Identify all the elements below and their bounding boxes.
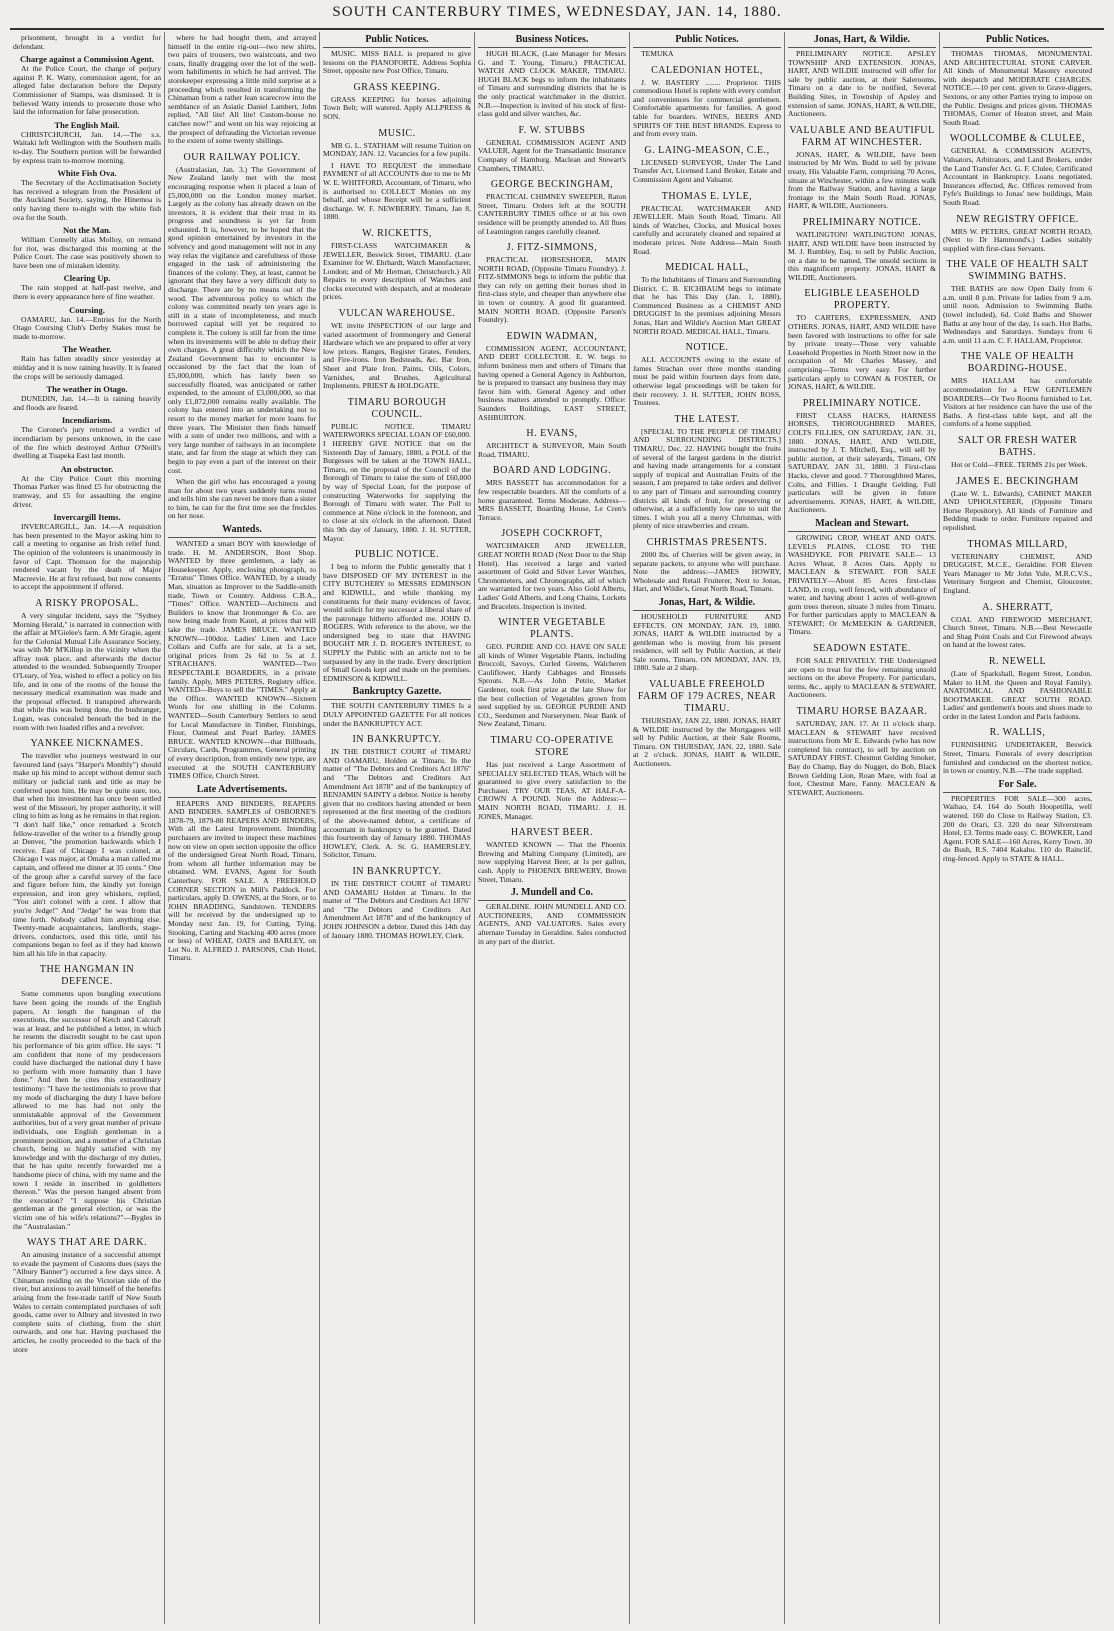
column-2 <box>165 32 320 1624</box>
article-heading: WOOLLCOMBE & CLULEE, <box>949 133 1086 145</box>
article <box>13 598 161 732</box>
article-body: OAMARU, Jan. 14.—Entries for the North Otago Coursing Club's Derby Stakes must be made to-morrow. <box>13 314 161 341</box>
article <box>478 125 626 173</box>
article-body: GRASS KEEPING for horses adjoining Town Belt; will watered. Apply ALLPRESS & SON. <box>323 94 471 121</box>
article <box>478 827 626 884</box>
article-body: [SPECIAL TO THE PEOPLE OF TIMARU AND SURROUNDING DISTRICTS.] TIMARU, Dec. 22. HAVING bought the fruits of several of the largest gardens in the district and having made arrangements for a constant supply of tropical and Australian Fruits of the season, I am prepared to take orders and deliver to any part of Timaru and surrounding country districts all kinds of fruit, for preserving or otherwise, at a sufficiently low rate to suit the times. I wish you all a merry Christmas, with plenty of nice strawberries and cream. <box>633 426 781 531</box>
article-body: (Late W. L. Edwards), CABINET MAKER AND UPHOLSTERER, (Opposite Timaru Horse Repository). All kinds of Furniture and Bedding made to order. Furniture repaired and repolished. <box>943 488 1092 532</box>
article-body: 2000 lbs. of Cherries will be given away, in separate packets, to anyone who will purchase. Note the address:—JAMES HOWRY, Wholesale and Retail Fruiterer, Next to Jonas, Hart, and Wildie's, Great North Road, Timaru. <box>633 549 781 594</box>
article-body: TEMUKA <box>641 49 674 58</box>
article-heading: OUR RAILWAY POLICY. <box>183 151 301 163</box>
article <box>13 464 161 509</box>
article-body: GEO. PURDIE AND CO. HAVE ON SALE all kinds of Winter Vegetable Plants, including Broccoli, Savoys, Curled Greens, Walcheren Cauliflower, Hardy Cabbages and Brussels Sprouts. N.B.—As John Petrie, Market Gardener, took first prize at the late Show for the best collection of Vegetables grown from seed supplied by us. GEORGE PURDIE AND CO., Seedsmen and Nurserymen. Near Bank of New Zealand, Timaru. <box>478 642 626 729</box>
article-body: COAL AND FIREWOOD MERCHANT, Church Street, Timaru. N.B.—Best Newcastle and Shag Point Coals and Cut Firewood always on hand at the lowest rates. <box>943 614 1092 650</box>
article <box>323 686 471 728</box>
article <box>633 597 781 673</box>
article-body: A very singular incident, says the "Sydney Morning Herald," is narrated in connection with the affair at M'Gielee's farm. A Mr Gragie, agent for the Colonial Mutual Life Assurance Society, was with Mr M'Killop in the vicinity when the affray took place, and afterwards the doctor attended to the wounded. Subsequently Trooper O'Leary, of Yea, wished to effect a policy on his life, and in one of the rooms of the house the necessary medical examination was made and the proposal effected. It transpired afterwards that while this was being done, the bushranger, Logan, was concealed beneath the bed in the room with two loaded rifles and a revolver. <box>13 610 161 732</box>
article-body: FIRST CLASS HACKS, HARNESS HORSES, THOROUGHBRED MARES, COLTS FILLIES, ON SATURDAY, JAN. 31, 1880. JONAS, HART, AND WILDIE, instructed by J. T. Mitchell, Esq., will sell by public auction, at their saleyards, Timaru, ON SATURDAY, JAN 31, 1880. 3 First-class Hacks, clever and good. 7 Thoroughbred Mares, Colts, and Fillies. 1 Draught Gelding. Full particulars will be given in future advertisements. JONAS, HART, & WILDIE, Auctioneers. <box>788 410 936 515</box>
article-body: MR G. L. STATHAM will resume Tuition on MONDAY, JAN. 12. Vacancies for a few pupils. <box>323 140 471 159</box>
article-body: THOMAS THOMAS, MONUMENTAL AND ARCHITECTURAL STONE CARVER. All kinds of Monumental Masonry executed with despatch and MODERATE CHARGES. NOTICE.—10 per cent. given to Grave-diggers, Sextons, or any other Parties trying to impose on the Public. Designs and prices given. THOMAS THOMAS, Corner of Heaton street, and Main South Road. <box>943 49 1092 127</box>
article-heading: THE VALE OF HEALTH BOARDING-HOUSE. <box>961 351 1074 375</box>
article-body: HOUSEHOLD FURNITURE AND EFFECTS. ON MONDAY, JAN. 19, 1880. JONAS, HART & WILDIE instructed by a gentleman who is moving from his present residence, will sell by Public Auction, at their Sale rooms, Timaru. ON MONDAY, JAN. 19, 1880. Sale at 2 sharp. <box>633 611 781 673</box>
article-heading: YANKEE NICKNAMES. <box>30 738 144 750</box>
article <box>13 384 161 412</box>
article-heading: R. WALLIS, <box>989 727 1046 739</box>
article-heading: TIMARU HORSE BAZAAR. <box>796 706 928 718</box>
article-heading: G. LAING-MEASON, C.E., <box>644 144 770 156</box>
article-heading: CHRISTMAS PRESENTS. <box>646 536 768 548</box>
article-heading: TIMARU BOROUGH COUNCIL. <box>347 396 447 420</box>
article-heading: NEW REGISTRY OFFICE. <box>956 213 1079 225</box>
article <box>633 145 781 185</box>
article-body: GROWING CROP, WHEAT AND OATS. LEVELS PLAINS, CLOSE TO THE WASHDYKE. FOR PRIVATE SALE— 13 Acres Wheat, 8 Acres Oats. Apply to MACLEAN & STEWART. FOR SALE PRIVATELY—About 85 Acres first-class LAND, in crop, well fenced, with abundance of water, and having about 1 acres of well-grown gum trees thereon, situate 3 miles from Timaru. For further particulars apply to MACLEAN & STEWART; Or McMEEKIN & GARDNER, Timaru. <box>788 532 936 637</box>
article-heading: IN BANKRUPTCY. <box>352 865 442 877</box>
article-heading: PRELIMINARY NOTICE. <box>802 397 922 409</box>
article <box>13 120 161 165</box>
article <box>13 738 161 958</box>
article-body: GERALDINE. JOHN MUNDELL AND CO. AUCTIONEERS, AND COMMISSION AGENTS, AND VALUATORS. Sales every alternate Tuesday in Geraldine. Sales conducted in any part of the district. <box>478 902 626 946</box>
article-heading: J. Mundell and Co. <box>478 887 626 901</box>
article-heading: J. FITZ-SIMMONS, <box>506 242 598 254</box>
article <box>943 351 1092 429</box>
article-body: LICENSED SURVEYOR, Under The Land Transfer Act, Licensed Land Broker, Estate and Commission Agent and Valuator. <box>633 157 781 184</box>
article-heading: WAYS THAT ARE DARK. <box>27 1237 147 1249</box>
column-3 <box>320 32 475 1624</box>
article <box>478 242 626 325</box>
article-body: Rain has fallen steadily since yesterday at midday and it is now raining heavily. It is feared the crops will be seriously damaged. <box>13 354 161 381</box>
article-heading: Incendiarism. <box>61 415 113 426</box>
article-body: WANTED KNOWN — That the Phoenix Brewing and Malting Company (Limited), are now supplying Harvest Beer, at 1s per gallon, cash. Apply to PHOENIX BREWERY, Brown Street, Timaru. <box>478 840 626 884</box>
article-body: MUSIC. MISS BALL is prepared to give lessons on the PIANOFORTE. Address Sophia Street, opposite new Post Office, Timaru. <box>323 49 471 76</box>
article <box>13 415 161 460</box>
article <box>168 34 316 146</box>
article <box>13 34 161 51</box>
article <box>168 524 316 781</box>
article-heading: TIMARU CO-OPERATIVE STORE <box>490 735 614 759</box>
article <box>788 34 936 119</box>
article-heading: PUBLIC NOTICE. <box>354 549 440 561</box>
article <box>13 1237 161 1354</box>
article-body: I beg to inform the Public generally that I have DISPOSED OF MY INTEREST in the CITY BUTCHERY to MESSRS EDMINSON and KIDWILL, and while thanking my constituents for their many evidences of favor, would solicit for my successor a liberal share of the patronage hitherto afforded me. JOHN D. ROGERS. With reference to the above, we the undersigned beg to state that HAVING BOUGHT MR J. D. ROGER'S INTEREST, to SUPPLY the Public with an article not to be surpassed by any in the trade. Every description of Small Goods kept and made on the premises. EDMINSON & KIDWILL. <box>323 562 471 683</box>
column-4 <box>475 32 630 1624</box>
article-body: DUNEDIN, Jan. 14.—It is raining heavily and floods are feared. <box>13 394 161 412</box>
article-body: To the Inhabitants of Timaru and Surrounding District. C. B. EICHBAUM begs to intimate that he has This Day (Jan. 1, 1880), Commenced Business as a CHEMIST AND DRUGGIST In the premises adjoining Messrs Jonas, Hart and Wildie's Auction Mart GREAT NORTH ROAD. MEDICAL HALL, Timaru. <box>633 275 781 336</box>
article-body: FOR SALE PRIVATELY. THE Undersigned are open to treat for the few remaining unsold sections on the above Property. For particulars, terms, &c., apply to MACLEAN & STEWART, Auctioneers. <box>788 656 936 700</box>
article <box>943 259 1092 345</box>
article-heading: EDWIN WADMAN, <box>506 330 598 342</box>
article-body: COMMISSION AGENT, ACCOUNTANT, AND DEBT COLLECTOR. E. W. begs to inform business men and others of Timaru that having opened a General Agency in Ashburton, he is prepared to transact any business they may favor him with. General Agency and other business matters attended to promptly. Office: Saunders Buildings, EAST STREET, ASHBURTON. <box>478 343 626 422</box>
article-body: VETERINARY CHEMIST, AND DRUGGIST, M.C.E., Geraldine. FOR Eleven Years Manager to Mr John Yule, M.R.C.V.S., Veterinary Surgeon and Chemist, Gloucester, England. <box>943 551 1092 595</box>
article-heading: An obstructor. <box>60 463 114 474</box>
article-body: GENERAL COMMISSION AGENT AND VALUER, Agent for the Transatlantic Insurance Company of Hamburg. Maclean and Stewart's Chambers, TIMARU. <box>478 137 626 173</box>
article <box>478 179 626 236</box>
article-body: IN THE DISTRICT COURT of TIMARU AND OAMARU, Holden at Timaru. In the matter of "The Debtors and Creditors Act 1876" and "The Debtors and Creditors Act Amendment Act 1878" and of the bankruptcy of BENJAMIN SAINTY a debtor. Notice is hereby given that no creditors having attended or been represented at the first meeting of the creditors of the above-named debtor, a certificate of accountant in bankruptcy to be granted. Dated this fourteenth day of January 1880. THOMAS HOWLEY, Clerk. A. St. G. HAMERSLEY, Solicitor, Timaru. <box>323 747 471 860</box>
article <box>323 308 471 391</box>
article <box>323 162 471 222</box>
article <box>788 518 936 637</box>
article-body: MRS W. PETERS, GREAT NORTH ROAD, (Next to Dr Hammond's.) Ladies suitably supplied with first-class Servants. <box>943 226 1092 253</box>
article-heading: Coursing. <box>69 304 105 315</box>
article-heading: THE LATEST. <box>674 413 740 425</box>
article-heading: WINTER VEGETABLE PLANTS. <box>498 617 606 641</box>
article-heading: MUSIC. <box>378 127 416 139</box>
article-heading: SEADOWN ESTATE. <box>813 643 911 655</box>
article-heading: Not the Man. <box>63 225 111 236</box>
article <box>788 288 936 391</box>
article-heading: CALEDONIAN HOTEL, <box>651 64 763 76</box>
article-heading: THOMAS MILLARD, <box>967 538 1068 550</box>
article-body: IN THE DISTRICT COURT of TIMARU AND OAMARU Holden at Timaru. In the matter of "The Debtors and Creditors Act 1876" and "The Debtors and Creditors Act Amendment Act 1878" and of the bankruptcy of JOHN JOHNSON a debtor. Dated this 14th day of January 1880. THOMAS HOWLEY, Clerk. <box>323 878 471 940</box>
article <box>323 866 471 940</box>
article <box>13 54 161 117</box>
article-heading: Public Notices. <box>943 34 1092 48</box>
article-heading: Bankruptcy Gazette. <box>323 686 471 700</box>
article-heading: VALUABLE FREEHOLD FARM OF 179 ACRES, NEAR TIMARU. <box>637 679 777 715</box>
article <box>788 643 936 700</box>
article-body: Has just received a Large Assortment of SPECIALLY SELECTED TEAS, Which will be guaranteed to give every satisfaction to the Purchaser. TRY OUR TEAS, AT HALF-A-CROWN A POUND. Note the Address:—MAIN NORTH ROAD, TIMARU. J. H. JONES, Manager. <box>478 760 626 821</box>
article-heading: VULCAN WAREHOUSE. <box>338 308 456 320</box>
article <box>633 342 781 408</box>
article <box>943 476 1092 533</box>
article <box>323 397 471 543</box>
article-body: PRELIMINARY NOTICE. APSLEY TOWNSHIP AND EXTENSION. JONAS, HART, AND WILDIE instructed will offer for sale by public auction, at their Salerooms, Timaru on a date to be notified, Several Building Sites, in Township of Apsley and extension of same. JONAS, HART, & WILDIE, Auctioneers. <box>788 49 936 119</box>
article-heading: The weather in Otago. <box>46 384 128 395</box>
article-body: At the City Police Court this morning Thomas Parker was fined £5 for obstructing the tramway, and £5 for assaulting the engine driver. <box>13 473 161 509</box>
article <box>168 784 316 963</box>
article <box>478 465 626 522</box>
article <box>633 537 781 594</box>
column-6 <box>785 32 940 1624</box>
article <box>633 679 781 769</box>
article <box>478 34 626 119</box>
article-heading: ELIGIBLE LEASEHOLD PROPERTY. <box>804 288 920 312</box>
article-body: (Australasian, Jan. 3.) The Government of New Zealand lately met with the most encouraging response when it placed a loan of £5,000,000 on the London money market. Largely as the colony has already drawn on the investors, it is evident that their trust in its progress and soundness is yet far from exhausted. It is, however, to be hoped that the good opinion entertained by investors in the solvency and good management will not in any way relax the vigilance and carefulness of those engaged in the task of administering the finances of the colony. They, at least, cannot be ignorant that they have a very difficult duty to discharge. There are by no means out of the wood. The adventurous policy to which the colony was committed nearly ten years ago is still in a state of incompleteness, and much borrowed capital will yet be required to complete it. The colony is still far from the time when its investments will be able to defray their own charges. A great difficulty which the New Zealand Government has to encounter is occasioned by the fact that the loan of £5,000,000, which has lately been so successfully floated, was anticipated or rather expended, to the amount of £3,000,000, so that only £1,872,000 remains really available. The colony has entered into an undertaking not to resort to the money market for more loans for three years. The Minister then finds himself with a sum of under two millions, and with a very large number of railways in an incomplete state, and far from the stage at which they can begin to pay even a part of the interest on their cost. <box>168 164 316 475</box>
article-body: PRACTICAL WATCHMAKER AND JEWELLER. Main South Road, Timaru. All kinds of Watches, Clocks, and Musical boxes carefully and accurately cleaned and repaired at moderate prices. Note Address—Main South Road. <box>633 203 781 256</box>
article <box>478 735 626 821</box>
article <box>478 528 626 611</box>
article-body: At the Police Court, the charge of perjury against P. K. Watty, commission agent, for an alleged false declaration before the Deputy Commissioner of Stamps, was dismissed. It is believed Watty intends to prosecute those who laid the information for false prosecution. <box>13 64 161 117</box>
article-body: JONAS, HART, & WILDIE, have been instructed by Mr Wm. Budd to sell by private treaty, His Valuable Farm, comprising 70 Acres, situate at Winchester, within a few minutes walk from the Railway Station, and having a large frontage to the Main South Road. JONAS, HART, & WILDIE, Auctioneers. <box>788 149 936 211</box>
article-body: INVERCARGILL, Jan. 14.—A requisition has been presented to the Mayor asking him to call a meeting to organise an Irish relief fund. The opinion of the volunteers is unanimously in favor of Capt. Thomson for the majorship rendered vacant by the death of Major Macreevie. He at first refused, but now consents to accept the appointment if offered. <box>13 522 161 592</box>
article-heading: PRELIMINARY NOTICE. <box>802 216 922 228</box>
article-body: Hot or Cold—FREE. TERMS 21s per Week. <box>951 460 1088 469</box>
article <box>633 34 781 59</box>
article <box>168 478 316 521</box>
article <box>788 125 936 211</box>
article-body: HUGH BLACK, (Late Manager for Messrs G. and T. Young, Timaru.) PRACTICAL WATCH AND CLOCK MAKER, TIMARU. HUGH BLACK begs to inform the inhabitants of Timaru and surrounding districts that he is the only practical watchmaker in the district. N.B.—Inspection is invited of his stock of first-class gold and silver watches, &c. <box>478 49 626 119</box>
article <box>13 225 161 270</box>
article-body: PRACTICAL CHIMNEY SWEEPER, Raton Street, Timaru. Orders left at the SOUTH CANTERBURY TIMES office or at his own residence will be promptly attended to. All flues of Leamington ranges carefully cleaned. <box>478 192 626 236</box>
article-heading: Charge against a Commission Agent. <box>20 54 154 65</box>
article <box>478 617 626 729</box>
article-heading: THE VALE OF HEALTH SALT SWIMMING BATHS. <box>946 259 1089 283</box>
article <box>13 512 161 592</box>
article <box>788 217 936 283</box>
article-heading: MEDICAL HALL, <box>665 262 749 274</box>
article-heading: Clearing Up. <box>63 273 111 284</box>
article-heading: Late Advertisements. <box>168 784 316 798</box>
article <box>633 414 781 531</box>
article-body: (Late of Sparkshall, Regent Street, London. Maker to H.M. the Queen and Royal Family). ANATOMICAL AND FASHIONABLE BOOTMAKER. GREAT SOUTH ROAD. Ladies' and gentlemen's boots and shoes made to order in the latest London and Paris fashions. <box>943 668 1092 721</box>
article <box>943 727 1092 775</box>
article-body: ALL ACCOUNTS owing to the estate of James Strachan over three months standing must be paid within fourteen days from date, otherwise legal proceedings will be taken for their recovery. J. H. SUTTER, JOHN ROSS, Trustees. <box>633 355 781 408</box>
article-body: CHRISTCHURCH, Jan. 14.—The s.s. Waitaki left Wellington with the Southern mails to-day. The Southern portion will be forwarded by express train to-morrow morning. <box>13 129 161 165</box>
article-body: TO CARTERS, EXPRESSMEN, AND OTHERS. JONAS, HART, AND WILDIE have been favored with instructions to offer for sale by private treaty—Those very valuable Leasehold Properties in North Street now in the occupation of Mr Charles Massey, and comprising—Terms very easy. For further particulars apply to COWAN & FOSTER, Or JONAS, HART, & WILDIE. <box>788 313 936 392</box>
column-7 <box>940 32 1095 1624</box>
article <box>478 331 626 422</box>
article <box>788 706 936 797</box>
article <box>323 734 471 860</box>
article-heading: HARVEST BEER. <box>510 827 594 839</box>
article <box>788 398 936 515</box>
article-body: THE BATHS are now Open Daily from 6 a.m. until 8 p.m. Private for ladies from 9 a.m. until noon. Admission to Swimming Baths (towel included), 6d. Cold Baths and Shower Baths at any hour of the day, 1s each. Hot Baths, Wednesdays and Saturdays. Sundays from 6 a.m. until 11 a.m. C. F. HALLAM, Proprietor. <box>943 284 1092 345</box>
article-heading: JOSEPH COCKROFT, <box>501 528 603 540</box>
article-body: GENERAL & COMMISSION AGENTS, Valuators, Arbitrators, and Land Brokers, under the Land Transfer Act. G. F. Clulee, Certificated Accountant in Bankruptcy. Loans negotiated, Insurances effected, &c. Offices removed from Fyfe's Buildings to Jonas' new buildings, Main South Road. <box>943 146 1092 207</box>
article-body: J. W. BASTERY ........ Proprietor. THIS commodious Hotel is replete with every comfort and conveniences for commercial gentlemen. Comfortable apartments for families. A good table for boarders. WINES, BEERS AND SPIRITS OF THE BEST BRANDS. Express to and from every train. <box>633 77 781 139</box>
article-heading: F. W. STUBBS <box>518 124 586 136</box>
article <box>13 964 161 1231</box>
column-5 <box>630 32 785 1624</box>
article-body: THE SOUTH CANTERBURY TIMES Is a DULY APPOINTED GAZETTE For all notices under the BANKRUPTCY ACT. <box>323 701 471 728</box>
article-heading: NOTICE. <box>685 342 729 354</box>
masthead: SOUTH CANTERBURY TIMES, WEDNESDAY, JAN. 14, 1880. <box>332 4 782 20</box>
article-body: PUBLIC NOTICE. TIMARU WATERWORKS SPECIAL LOAN OF £60,000. I HEREBY GIVE NOTICE that on the Sixteenth Day of January, 1880, a POLL of the Burgesses will be taken at the TOWN HALL, Timaru, on the proposal of the Council of the Borough of Timaru to raise the sum of £60,000 by way of Special Loan, for the purpose of constructing Waterworks for supplying the Borough of Timaru with water. The Poll to commence at Nine o'clock in the forenoon, and to close at six o'clock in the afternoon. Dated this 9th day of January, 1880. J. H. SUTTER, Mayor. <box>323 421 471 543</box>
article <box>323 82 471 122</box>
article-heading: White Fish Ova. <box>57 168 117 179</box>
article <box>13 168 161 222</box>
article <box>943 539 1092 596</box>
article-body: The Secretary of the Acclimatisation Society has received a telegram from the President of the Auckland Society, saying, the Hinemoa is only having there to-night with the white fish ova for the South. <box>13 178 161 222</box>
column-1 <box>10 32 165 1624</box>
article-body: REAPERS AND BINDERS, REAPERS AND BINDERS. SAMPLES of OSBORNE'S 1878-79, 1879-80 REAPERS AND BINDERS, With all the Latest Improvement. Intending purchasers are invited to inspect these machines now on view on open section opposite the office of the undersigned Great North Road, Timaru, from whom all further information may be obtained. WM. EVANS, Agent for South Canterbury. FOR SALE. A FREEHOLD CORNER SECTION in Mill's Paddock. For particulars, apply D. OWENS, at the Store, or to JOHN BRADDING, Sandstown. TENDERS will be received by the undersigned up to Monday next Jan. 19, for Cutting, Tying, Stooking, Carting and Stacking 400 acres (more or less) of WHEAT, OATS and BARLEY, on Lot No. 8. ALFRED J. PARSONS, Club Hotel, Timaru. <box>168 798 316 963</box>
article-heading: Public Notices. <box>633 34 781 48</box>
article-heading: IN BANKRUPTCY. <box>352 734 442 746</box>
article-body: WATCHMAKER AND JEWELLER, GREAT NORTH ROAD (Next Door to the Ship Hotel). Has received a large and varied assortment of Gold and Silver Lever Watches, Chronometers, and Chronographs, all of which are warranted for two years. Also Gold Alberts, Ladies' Gold Alberts, and Long Chains, Lockets and Bracelets. Inspection is invited. <box>478 541 626 611</box>
article-heading: Maclean and Stewart. <box>788 518 936 532</box>
article-body: where he had bought them, and arrayed himself in the entire rig-out—two new shirts, two pairs of trousers, two waistcoats, and two coats, finally dragging over the lot of the well-worn habiliments in which he had arrived. The storekeeper expressing a little mild surprise at a proceeding which resulted in transforming the Chinaman from a rather lean scarecrow into the semblance of an Asiatic Daniel Lambert, John replied, "All lite! All lite! Custom-house no catchee now!" and went on his way rejoicing at the prospect of defrauding the Victorian revenue to the extent of some twenty shillings. <box>168 33 316 146</box>
article-heading: VALUABLE AND BEAUTIFUL FARM AT WINCHESTER. <box>789 124 935 148</box>
article <box>168 152 316 475</box>
article-heading: The Weather. <box>62 344 112 355</box>
article <box>323 228 471 302</box>
article-heading: SALT OR FRESH WATER BATHS. <box>957 435 1078 458</box>
article-body: MRS HALLAM has comfortable accommodation for a FEW GENTLEMEN BOARDERS—Or Two Rooms furnished to Let. Visitors at her residence can have the use of the Baths. A first-class table kept, and all the comforts of a home supplied. <box>943 376 1092 429</box>
article-body: SATURDAY, JAN. 17. At 11 o'clock sharp. MACLEAN & STEWART have received instructions from Mr E. Edwards (who has now completed his contract), to sell by auction on SATURDAY FIRST. Chestnut Gelding Smoker, Bay do Champ, Bay do Nugget, do Bob, Black Brown Gelding Lion, Roan Mare, with foal at foot, Chestnut Mare, Fanny. MACLEAN & STEWART, Auctioneers. <box>788 719 936 797</box>
article-heading: THE HANGMAN IN DEFENCE. <box>39 964 135 988</box>
article-heading: Wanteds. <box>168 524 316 538</box>
article-heading: Business Notices. <box>478 34 626 48</box>
article <box>323 34 471 76</box>
article-heading: W. RICKETTS, <box>362 227 432 239</box>
article <box>478 428 626 459</box>
article-heading: Jonas, Hart, & Wildie. <box>633 597 781 611</box>
article-body: WATLINGTON! WATLINGTON! JONAS, HART, AND WILDIE have been instructed by M. J. Rumbley, Esq. to sell by Public Auction, on a date to be named, The unsold sections in this magnificent property. JONAS, HART & WILDIE, Auctioneers. <box>788 229 936 282</box>
article-body: PROPERTIES FOR SALE—300 acres, Waihao, £4. 164 do South Hoopetilla, well watered. 160 do Close to Railway Station, £3. 200 do Orari, £3. 320 do near Silverstream Hotel, £3. Terms made easy. C. BOWKER, Land Agent. FOR SALE—160 Acres, Kerry Town. 30 do Bush, R.S. 7404 Kakahu. 110 do Rainclif, ring-fenced. Apply to STATE & HALL. <box>943 793 1092 863</box>
article-heading: GRASS KEEPING. <box>353 81 441 93</box>
article-heading: H. EVANS, <box>526 428 578 440</box>
article-body: The Coroner's jury returned a verdict of incendiarism by persons unknown, in the case of the fire which destroyed Arthur O'Neill's dwelling at Tuapeka East last month. <box>13 425 161 461</box>
article <box>633 191 781 257</box>
article-heading: R. NEWELL <box>988 655 1047 667</box>
article <box>633 65 781 139</box>
article-body: FIRST-CLASS WATCHMAKER & JEWELLER, Beswick Street, TIMARU. (Late Examiner for W. Ehrhardt, Watch Manufacturer, London; and of Mr Herman, Christchurch.) All Repairs to every description of Watches and clocks executed with despatch, and at moderate prices. <box>323 240 471 302</box>
article-body: WE invite INSPECTION of our large and varied assortment of Ironmongery and General Hardware which we are prepared to offer at very low prices. Ranges, Register Grates, Fenders, and Fire-irons. Iron Bedsteads, &c. Bar Iron, Sheet and Plate Iron. Paints, Oils, Colors, Varnishes, and Brushes. Agricultural Implements. PRIEST & HOLDGATE. <box>323 321 471 391</box>
article <box>943 435 1092 470</box>
article-body: PRACTICAL HORSESHOER, MAIN NORTH ROAD, (Opposite Timaru Foundry). J. FITZ-SIMMONS begs to inform the public that they can rely on getting their horses shod in first-class style, and cheaper than anywhere else in town or country. A good fit guaranteed. MAIN NORTH ROAD, (Opposite Parson's Foundry). <box>478 255 626 325</box>
article <box>323 549 471 683</box>
article <box>943 779 1092 864</box>
article-body: WANTED a smart BOY with knowledge of trade. H. M. ANDERSON, Boot Shop. WANTED by three gentlemen, a lady as Housekeeper. Apply, enclosing photograph, to "Erratus" Times Office. WANTED, by a steady Man, situation as Improver to the Saddle-smith trade, Town or Country. Address C.B.A., "Times" Office. WANTED—Architects and Builders to know that Ironmonger & Co. are now being made from Kauri, at prices that will take the trade. JAMES BRUCE. WANTED KNOWN—100doz. Ladies' Linen and Lace Collars and Cuffs are for sale, at 1s a set, original prices from 2s 6d to 5s at J. STRACHAN'S. WANTED—Two RESPECTABLE BOARDERS, in a private family. Apply, MRS PETERS, Registry office. WANTED—Boys to sell the "TIMES." Apply at the Office. WANTED KNOWN—Sixteen Words for one shilling in the Column. WANTED—South Canterbury Settlers to send for Local Manufacture in Timber, Finishings, Flour, Oatmeal and Pearl Barley. JAMES BRUCE. WANTED KNOWN—that Billheads, Circulars, Cards, Programmes, General printing of every description, from entirely new type, are executed at the SOUTH CANTERBURY TIMES Office, Church Street. <box>168 539 316 781</box>
article <box>943 602 1092 650</box>
article-body: The traveller who journeys westward in our favoured land (says "Harper's Monthly") should make up his mind to accept without demur such military or judicial rank and title as may be conferred upon him. He may be quite sure, too, that when his investment has once been settled west of the Missouri, by proper authority, it will cling to him as long as he remains in that region. "I don't half like," once remarked a Scotch fellow-traveller of the writer to a friendly group at Denver, "the promotion backwards which I receive. East of Chicago I was colonel, at Chicago I was major, at Omaha a man called me captain, and offered me dinner at 35 cents." One of the group after a careful survey of the face and figure before him, the kindly yet foreign expression, and iron grey whiskers, replied, "You ain't colonel with a cent. I allow that you're Jedge!" And "Jedge" he was from that time forth. Nobody called him anything else. Twenty-made acquaintances, landlords, stage-drivers, conductors, used this title, until his companions began to feel as if they had known him all his life in that capacity. <box>13 751 161 958</box>
article <box>13 273 161 301</box>
masthead-rule <box>10 28 1104 30</box>
article <box>633 262 781 336</box>
article-body: FURNISHING UNDERTAKER, Beswick Street, Timaru. Funerals of every description furnished and conducted on the shortest notice, in town or country. N.B.—The trade supplied. <box>943 740 1092 776</box>
article-heading: A. SHERRATT, <box>982 601 1053 613</box>
article <box>323 128 471 159</box>
article-body: An amusing instance of a successful attempt to evade the payment of Customs dues (says the "Albury Banner") occurred a few days since. A Chinaman residing on the Victorian side of the river, but anxious to avail himself of the benefits arising from the free-trade tariff of New South Wales to certain contemplated purchases of soft goods, came over to Albury and invested in two complete suits of clothing, from the shirt outwards, and one hat. Having purchased the articles, he coolly proceeded to the back of the store <box>13 1250 161 1354</box>
article-heading: The English Mail. <box>54 119 120 130</box>
article-body: Some comments upon bungling executions have been going the rounds of the English papers. At length the hangman of the executions, the successor of Ketch and Calcraft was at least, and he published a letter, in which he resents the discredit sought to be cast upon his performance of his grim office. He says: "I am confident that none of my predecessors could have discharged the national duty I have to perform with more humanity than I have done." And then he cites this extraordinary testimony: "I have the testimonials to prove that my mode of discharging the duty I have before allowed to me has had not only the unmistakable approval of the Government authorities, but of a very great number of private individuals, one English gentleman in a prominent position, and a member of a Christian church, being so highly satisfied with my knowledge and with the discharge of my duties, that he has quite recently forwarded me a handsome piece of china, with my name and the town I reside in inscribed in goldletters thereon." Was the person hanged absent from the execution? "I suppose his Christian gentleman at the general election, or was the victim one of his wife's relations?"—Bygles in the "Australasian." <box>13 989 161 1231</box>
article-heading: THOMAS E. LYLE, <box>661 190 753 202</box>
article-body: William Connelly alias Molloy, on remand for riot, was discharged this morning at the Police Court. The case was positively shown to have been one of mistaken identity. <box>13 235 161 270</box>
article-heading: Public Notices. <box>323 34 471 48</box>
article-heading: For Sale. <box>943 779 1092 793</box>
article <box>13 344 161 381</box>
article-body: MRS BASSETT has accommodation for a few respectable boarders. All the comforts of a home guaranteed. Terms Moderate. Address—MRS BASSETT, Boarding House, Le Cren's Terrace. <box>478 478 626 522</box>
article <box>478 887 626 946</box>
article-body: When the girl who has encouraged a young man for about two years suddenly turns round and tells him she can never be more than a sister to him, he can for the first time see the freckles on her nose. <box>168 477 316 521</box>
article-heading: A RISKY PROPOSAL. <box>35 597 139 609</box>
article-heading: BOARD AND LODGING. <box>492 465 612 477</box>
article <box>13 305 161 342</box>
article <box>943 214 1092 254</box>
article-body: The rain stopped at half-past twelve, and there is every appearance here of fine weather. <box>13 283 161 302</box>
article-heading: Invercargill Items. <box>53 512 121 523</box>
article-heading: JAMES E. BECKINGHAM <box>956 475 1079 487</box>
article-body: ARCHITECT & SURVEYOR, Main South Road, TIMARU. <box>478 441 626 459</box>
article-heading: Jonas, Hart, & Wildie. <box>788 34 936 48</box>
article-body: THURSDAY, JAN 22, 1880. JONAS, HART & WILDIE instructed by the Mortgagees will sell by Public Auction, at their Sale Rooms, Timaru. ON THURSDAY, JAN. 22, 1880. Sale at 2 o'clock. JONAS, HART & WILDIE, Auctioneers. <box>633 716 781 769</box>
article-body: prisonment, brought in a verdict for defendant. <box>13 33 161 51</box>
columns-container <box>10 32 1104 1624</box>
article <box>943 656 1092 722</box>
article <box>943 34 1092 127</box>
article-heading: GEORGE BECKINGHAM, <box>490 179 614 191</box>
article <box>943 133 1092 207</box>
article-body: I HAVE TO REQUEST the immediate PAYMENT of all ACCOUNTS due to me to Mr W. E. WHITFORD, Accountant, of Timaru, who is authorised to COLLECT Monies on my behalf, and whose Receipt will be a sufficient discharge. W. F. NEWBERRY. Timaru, Jan 8, 1880. <box>323 160 471 222</box>
